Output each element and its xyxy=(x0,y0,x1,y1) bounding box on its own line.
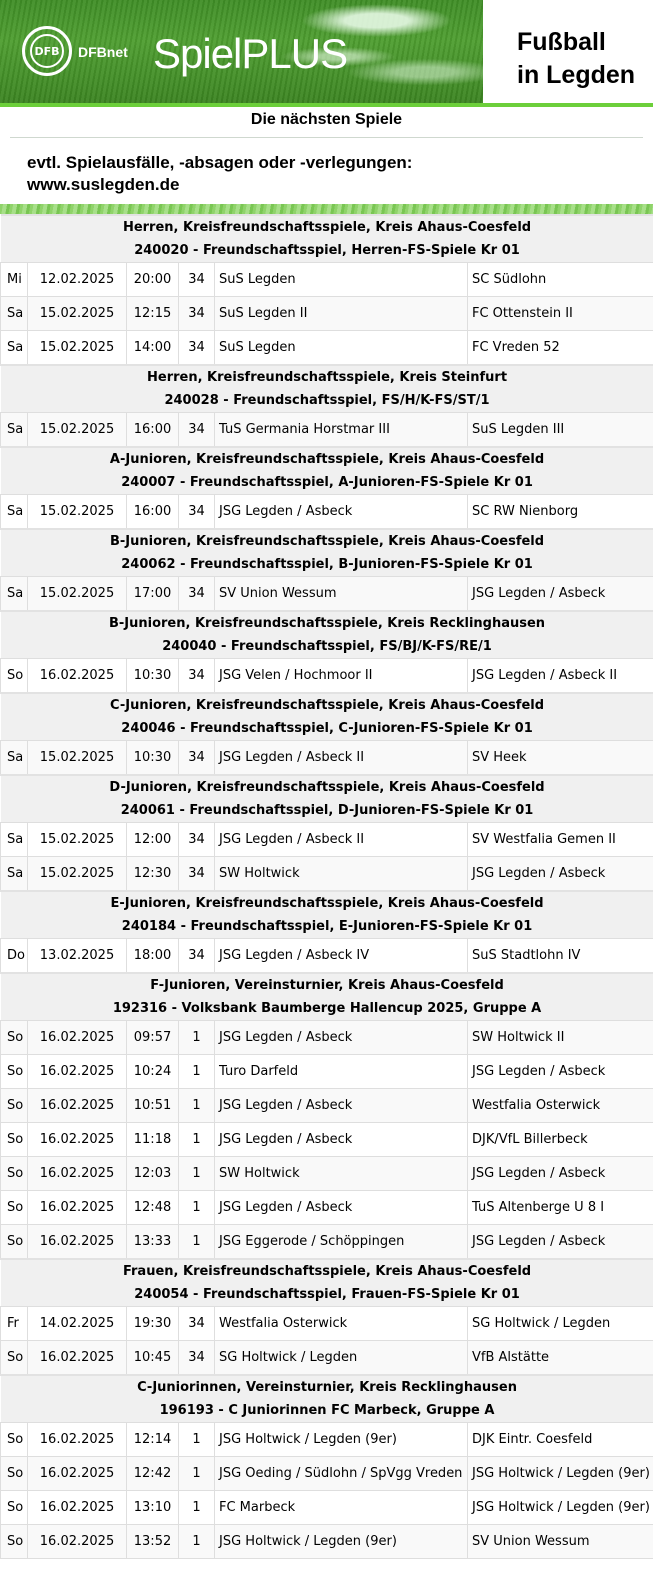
home-team[interactable]: JSG Velen / Hochmoor II xyxy=(215,659,468,694)
table-row[interactable] xyxy=(1,1457,653,1491)
group-subtitle: 240007 - Freundschaftsspiel, A-Junioren-FS-Spiele Kr 01 xyxy=(1,472,653,495)
group-title: B-Junioren, Kreisfreundschaftsspiele, Kreis Ahaus-Coesfeld xyxy=(1,529,653,554)
match-code: 1 xyxy=(179,1021,215,1055)
group-title: E-Junioren, Kreisfreundschaftsspiele, Kreis Ahaus-Coesfeld xyxy=(1,891,653,916)
away-team[interactable]: SG Holtwick / Legden xyxy=(468,1307,653,1341)
table-row[interactable] xyxy=(1,331,653,366)
away-team[interactable]: VfB Alstätte xyxy=(468,1341,653,1376)
site-title-box xyxy=(483,0,653,107)
away-team[interactable]: FC Ottenstein II xyxy=(468,297,653,331)
match-day: So xyxy=(1,1089,28,1123)
table-row[interactable] xyxy=(1,857,653,892)
group-title: Herren, Kreisfreundschaftsspiele, Kreis Steinfurt xyxy=(1,365,653,390)
match-time: 12:03 xyxy=(127,1157,179,1191)
group-title: Herren, Kreisfreundschaftsspiele, Kreis Ahaus-Coesfeld xyxy=(1,215,653,240)
match-date: 16.02.2025 xyxy=(28,1157,127,1191)
table-row[interactable] xyxy=(1,263,653,297)
match-day: So xyxy=(1,1525,28,1559)
table-row[interactable] xyxy=(1,939,653,974)
away-team[interactable]: DJK/VfL Billerbeck xyxy=(468,1123,653,1157)
group-header xyxy=(1,891,653,916)
match-time: 19:30 xyxy=(127,1307,179,1341)
match-time: 11:18 xyxy=(127,1123,179,1157)
group-subheader xyxy=(1,800,653,823)
match-day: So xyxy=(1,1341,28,1376)
group-header xyxy=(1,693,653,718)
match-date: 15.02.2025 xyxy=(28,741,127,776)
group-subtitle: 240184 - Freundschaftsspiel, E-Junioren-FS-Spiele Kr 01 xyxy=(1,916,653,939)
match-date: 15.02.2025 xyxy=(28,331,127,366)
group-header xyxy=(1,775,653,800)
table-row[interactable] xyxy=(1,741,653,776)
match-time: 12:00 xyxy=(127,823,179,857)
match-code: 1 xyxy=(179,1225,215,1260)
match-date: 16.02.2025 xyxy=(28,1491,127,1525)
match-day: So xyxy=(1,1191,28,1225)
site-title-line1: Fußball xyxy=(517,26,635,59)
away-team[interactable]: Westfalia Osterwick xyxy=(468,1089,653,1123)
dfb-logo-icon xyxy=(22,26,72,76)
match-code: 1 xyxy=(179,1457,215,1491)
match-code: 34 xyxy=(179,1307,215,1341)
match-day: Sa xyxy=(1,741,28,776)
match-day: So xyxy=(1,1457,28,1491)
match-time: 18:00 xyxy=(127,939,179,974)
away-team[interactable]: SC RW Nienborg xyxy=(468,495,653,530)
group-subheader xyxy=(1,718,653,741)
match-time: 12:14 xyxy=(127,1423,179,1457)
match-time: 12:42 xyxy=(127,1457,179,1491)
match-code: 34 xyxy=(179,1341,215,1376)
table-row[interactable] xyxy=(1,413,653,448)
match-time: 16:00 xyxy=(127,495,179,530)
match-code: 34 xyxy=(179,939,215,974)
match-day: Do xyxy=(1,939,28,974)
away-team[interactable]: JSG Legden / Asbeck xyxy=(468,1055,653,1089)
table-row[interactable] xyxy=(1,1525,653,1559)
group-header xyxy=(1,365,653,390)
group-title: Frauen, Kreisfreundschaftsspiele, Kreis Ahaus-Coesfeld xyxy=(1,1259,653,1284)
match-date: 16.02.2025 xyxy=(28,1225,127,1260)
group-header xyxy=(1,447,653,472)
home-team[interactable]: SG Holtwick / Legden xyxy=(215,1341,468,1376)
group-subheader xyxy=(1,998,653,1021)
match-time: 16:00 xyxy=(127,413,179,448)
match-date: 16.02.2025 xyxy=(28,1191,127,1225)
match-time: 20:00 xyxy=(127,263,179,297)
table-row[interactable] xyxy=(1,1021,653,1055)
match-date: 15.02.2025 xyxy=(28,495,127,530)
table-row[interactable] xyxy=(1,1089,653,1123)
match-date: 16.02.2025 xyxy=(28,1123,127,1157)
table-row[interactable] xyxy=(1,1055,653,1089)
home-team[interactable]: JSG Legden / Asbeck xyxy=(215,1123,468,1157)
table-row[interactable] xyxy=(1,1491,653,1525)
match-date: 16.02.2025 xyxy=(28,1055,127,1089)
group-subheader xyxy=(1,240,653,263)
match-time: 10:30 xyxy=(127,659,179,694)
match-code: 1 xyxy=(179,1089,215,1123)
table-row[interactable] xyxy=(1,1307,653,1341)
match-date: 16.02.2025 xyxy=(28,1089,127,1123)
group-subtitle: 240054 - Freundschaftsspiel, Frauen-FS-Spiele Kr 01 xyxy=(1,1284,653,1307)
match-code: 34 xyxy=(179,263,215,297)
table-row[interactable] xyxy=(1,1341,653,1376)
match-day: Sa xyxy=(1,823,28,857)
match-time: 10:30 xyxy=(127,741,179,776)
home-team[interactable]: JSG Legden / Asbeck xyxy=(215,1191,468,1225)
table-row[interactable] xyxy=(1,823,653,857)
home-team[interactable]: JSG Holtwick / Legden (9er) xyxy=(215,1423,468,1457)
away-team[interactable]: FC Vreden 52 xyxy=(468,331,653,366)
table-row[interactable] xyxy=(1,495,653,530)
matches-body xyxy=(1,215,653,1559)
away-team[interactable]: SV Heek xyxy=(468,741,653,776)
away-team[interactable]: SV Westfalia Gemen II xyxy=(468,823,653,857)
match-time: 17:00 xyxy=(127,577,179,612)
match-time: 10:24 xyxy=(127,1055,179,1089)
match-day: Sa xyxy=(1,495,28,530)
match-code: 1 xyxy=(179,1491,215,1525)
match-code: 34 xyxy=(179,577,215,612)
home-team[interactable]: SV Union Wessum xyxy=(215,577,468,612)
home-team[interactable]: SuS Legden xyxy=(215,263,468,297)
home-team[interactable]: Turo Darfeld xyxy=(215,1055,468,1089)
away-team[interactable]: SC Südlohn xyxy=(468,263,653,297)
match-date: 16.02.2025 xyxy=(28,1423,127,1457)
match-day: So xyxy=(1,1491,28,1525)
page-heading: Die nächsten Spiele xyxy=(0,107,653,137)
match-date: 15.02.2025 xyxy=(28,857,127,892)
match-code: 34 xyxy=(179,413,215,448)
group-subtitle: 192316 - Volksbank Baumberge Hallencup 2025, Gruppe A xyxy=(1,998,653,1021)
group-header xyxy=(1,611,653,636)
match-date: 16.02.2025 xyxy=(28,1021,127,1055)
home-team[interactable]: JSG Legden / Asbeck II xyxy=(215,823,468,857)
match-time: 10:45 xyxy=(127,1341,179,1376)
match-time: 14:00 xyxy=(127,331,179,366)
away-team[interactable]: SW Holtwick II xyxy=(468,1021,653,1055)
notice xyxy=(0,138,653,200)
home-team[interactable]: SW Holtwick xyxy=(215,1157,468,1191)
match-day: Sa xyxy=(1,413,28,448)
notice-text: evtl. Spielausfälle, -absagen oder -verlegungen: xyxy=(27,152,653,174)
match-day: So xyxy=(1,659,28,694)
match-day: So xyxy=(1,1055,28,1089)
away-team[interactable]: JSG Legden / Asbeck xyxy=(468,1157,653,1191)
home-team[interactable]: SuS Legden II xyxy=(215,297,468,331)
match-day: So xyxy=(1,1123,28,1157)
away-team[interactable]: JSG Legden / Asbeck xyxy=(468,1225,653,1260)
match-day: So xyxy=(1,1423,28,1457)
match-date: 14.02.2025 xyxy=(28,1307,127,1341)
match-time: 13:10 xyxy=(127,1491,179,1525)
product-logo: SpielPLUS xyxy=(153,30,347,78)
group-title: C-Juniorinnen, Vereinsturnier, Kreis Recklinghausen xyxy=(1,1375,653,1400)
group-header xyxy=(1,1259,653,1284)
match-day: Sa xyxy=(1,297,28,331)
header xyxy=(0,0,653,107)
match-day: So xyxy=(1,1225,28,1260)
match-time: 12:30 xyxy=(127,857,179,892)
match-date: 16.02.2025 xyxy=(28,659,127,694)
match-date: 12.02.2025 xyxy=(28,263,127,297)
match-date: 15.02.2025 xyxy=(28,413,127,448)
page-bottom xyxy=(0,1559,653,1577)
match-code: 1 xyxy=(179,1423,215,1457)
group-subtitle: 240020 - Freundschaftsspiel, Herren-FS-Spiele Kr 01 xyxy=(1,240,653,263)
match-day: Sa xyxy=(1,331,28,366)
table-row[interactable] xyxy=(1,1123,653,1157)
home-team[interactable]: SuS Legden xyxy=(215,331,468,366)
table-row[interactable] xyxy=(1,1423,653,1457)
group-subheader xyxy=(1,1400,653,1423)
home-team[interactable]: JSG Legden / Asbeck IV xyxy=(215,939,468,974)
match-date: 13.02.2025 xyxy=(28,939,127,974)
table-row[interactable] xyxy=(1,659,653,694)
home-team[interactable]: TuS Germania Horstmar III xyxy=(215,413,468,448)
site-title xyxy=(517,26,635,92)
header-banner xyxy=(0,0,483,107)
match-code: 34 xyxy=(179,659,215,694)
away-team[interactable]: SuS Stadtlohn IV xyxy=(468,939,653,974)
group-subheader xyxy=(1,1284,653,1307)
matches-table xyxy=(0,214,653,1559)
match-time: 12:15 xyxy=(127,297,179,331)
home-team[interactable]: JSG Holtwick / Legden (9er) xyxy=(215,1525,468,1559)
match-time: 13:33 xyxy=(127,1225,179,1260)
away-team[interactable]: JSG Legden / Asbeck xyxy=(468,577,653,612)
match-time: 13:52 xyxy=(127,1525,179,1559)
grass-divider xyxy=(0,204,653,214)
home-team[interactable]: JSG Legden / Asbeck II xyxy=(215,741,468,776)
away-team[interactable]: JSG Legden / Asbeck xyxy=(468,857,653,892)
match-date: 15.02.2025 xyxy=(28,297,127,331)
home-team[interactable]: JSG Legden / Asbeck xyxy=(215,1089,468,1123)
home-team[interactable]: JSG Legden / Asbeck xyxy=(215,1021,468,1055)
match-code: 1 xyxy=(179,1525,215,1559)
home-team[interactable]: FC Marbeck xyxy=(215,1491,468,1525)
group-subtitle: 240040 - Freundschaftsspiel, FS/BJ/K-FS/RE/1 xyxy=(1,636,653,659)
table-row[interactable] xyxy=(1,297,653,331)
match-date: 16.02.2025 xyxy=(28,1525,127,1559)
match-time: 12:48 xyxy=(127,1191,179,1225)
home-team[interactable]: SW Holtwick xyxy=(215,857,468,892)
group-title: B-Junioren, Kreisfreundschaftsspiele, Kreis Recklinghausen xyxy=(1,611,653,636)
away-team[interactable]: SuS Legden III xyxy=(468,413,653,448)
group-subheader xyxy=(1,554,653,577)
group-subheader xyxy=(1,636,653,659)
home-team[interactable]: JSG Oeding / Südlohn / SpVgg Vreden xyxy=(215,1457,468,1491)
table-row[interactable] xyxy=(1,1191,653,1225)
away-team[interactable]: JSG Legden / Asbeck II xyxy=(468,659,653,694)
match-day: Fr xyxy=(1,1307,28,1341)
group-subtitle: 196193 - C Juniorinnen FC Marbeck, Gruppe A xyxy=(1,1400,653,1423)
match-time: 09:57 xyxy=(127,1021,179,1055)
match-day: Sa xyxy=(1,577,28,612)
match-code: 1 xyxy=(179,1157,215,1191)
match-code: 34 xyxy=(179,823,215,857)
home-team[interactable]: JSG Legden / Asbeck xyxy=(215,495,468,530)
group-title: F-Junioren, Vereinsturnier, Kreis Ahaus-Coesfeld xyxy=(1,973,653,998)
brand-label: DFBnet xyxy=(78,44,128,60)
group-subtitle: 240061 - Freundschaftsspiel, D-Junioren-FS-Spiele Kr 01 xyxy=(1,800,653,823)
away-team[interactable]: SV Union Wessum xyxy=(468,1525,653,1559)
match-day: So xyxy=(1,1021,28,1055)
away-team[interactable]: DJK Eintr. Coesfeld xyxy=(468,1423,653,1457)
group-title: A-Junioren, Kreisfreundschaftsspiele, Kreis Ahaus-Coesfeld xyxy=(1,447,653,472)
match-time: 10:51 xyxy=(127,1089,179,1123)
table-row[interactable] xyxy=(1,577,653,612)
match-code: 34 xyxy=(179,741,215,776)
notice-link[interactable]: www.suslegden.de xyxy=(27,175,179,194)
group-subheader xyxy=(1,472,653,495)
dfb-logo-text: DFB xyxy=(30,34,64,68)
group-header xyxy=(1,973,653,998)
match-code: 1 xyxy=(179,1055,215,1089)
match-code: 1 xyxy=(179,1191,215,1225)
group-subheader xyxy=(1,390,653,413)
group-header xyxy=(1,215,653,240)
match-code: 34 xyxy=(179,857,215,892)
site-title-line2: in Legden xyxy=(517,59,635,92)
group-subheader xyxy=(1,916,653,939)
match-date: 15.02.2025 xyxy=(28,577,127,612)
match-day: Mi xyxy=(1,263,28,297)
match-day: Sa xyxy=(1,857,28,892)
table-row[interactable] xyxy=(1,1225,653,1260)
match-date: 15.02.2025 xyxy=(28,823,127,857)
away-team[interactable]: JSG Holtwick / Legden (9er) xyxy=(468,1457,653,1491)
match-code: 34 xyxy=(179,331,215,366)
home-team[interactable]: Westfalia Osterwick xyxy=(215,1307,468,1341)
away-team[interactable]: TuS Altenberge U 8 I xyxy=(468,1191,653,1225)
match-day: So xyxy=(1,1157,28,1191)
group-header xyxy=(1,529,653,554)
table-row[interactable] xyxy=(1,1157,653,1191)
home-team[interactable]: JSG Eggerode / Schöppingen xyxy=(215,1225,468,1260)
group-title: C-Junioren, Kreisfreundschaftsspiele, Kreis Ahaus-Coesfeld xyxy=(1,693,653,718)
group-subtitle: 240062 - Freundschaftsspiel, B-Junioren-FS-Spiele Kr 01 xyxy=(1,554,653,577)
group-subtitle: 240046 - Freundschaftsspiel, C-Junioren-FS-Spiele Kr 01 xyxy=(1,718,653,741)
match-code: 34 xyxy=(179,495,215,530)
group-title: D-Junioren, Kreisfreundschaftsspiele, Kreis Ahaus-Coesfeld xyxy=(1,775,653,800)
away-team[interactable]: JSG Holtwick / Legden (9er) xyxy=(468,1491,653,1525)
group-subtitle: 240028 - Freundschaftsspiel, FS/H/K-FS/ST/1 xyxy=(1,390,653,413)
match-code: 34 xyxy=(179,297,215,331)
group-header xyxy=(1,1375,653,1400)
match-date: 16.02.2025 xyxy=(28,1341,127,1376)
match-date: 16.02.2025 xyxy=(28,1457,127,1491)
match-code: 1 xyxy=(179,1123,215,1157)
